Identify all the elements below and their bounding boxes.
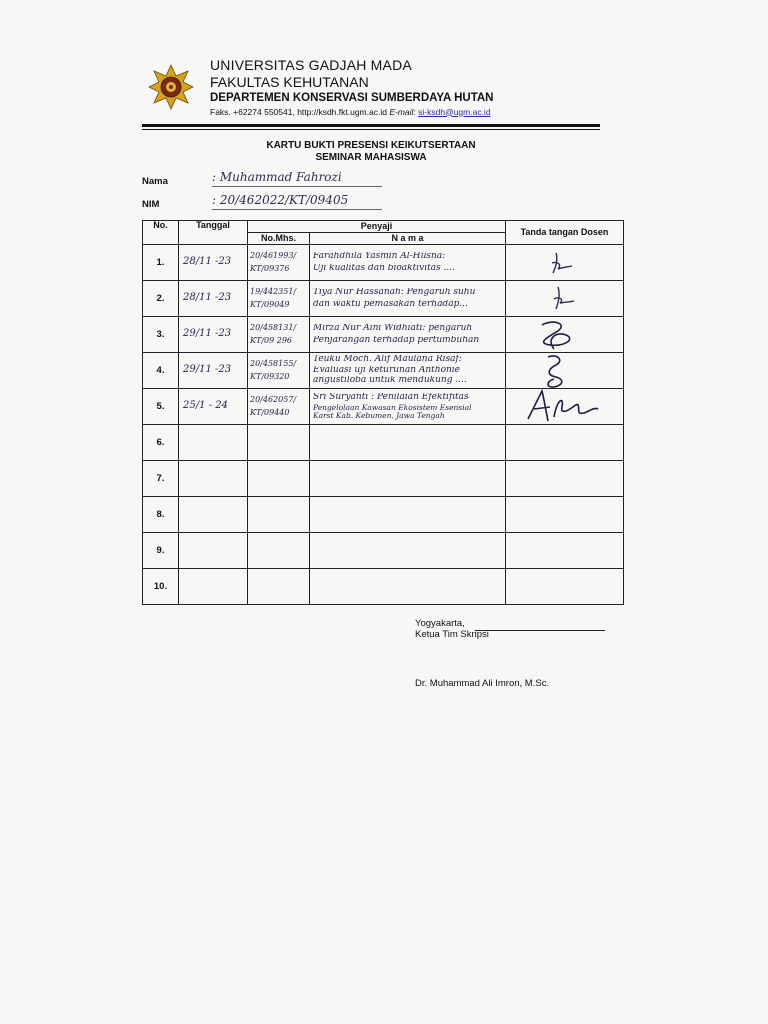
date-text: 29/11 -23: [183, 364, 232, 376]
row-number: 2.: [143, 281, 179, 317]
row-name: [310, 245, 506, 281]
row-number: 5.: [143, 389, 179, 425]
nim-line-2: KT/09440: [250, 407, 290, 417]
email-label: E-mail:: [389, 106, 419, 117]
name-line-1: Sri Suryanti : Penilaian Efektifitas: [313, 392, 469, 402]
nim-line-1: 20/462057/: [250, 395, 297, 405]
row-signature: [506, 497, 624, 533]
nim-line-1: 20/458155/: [250, 359, 297, 369]
row-number: 1.: [143, 245, 179, 281]
table-row: [143, 353, 624, 389]
name-line-2: Uji kualitas dan bioaktivitas ....: [313, 264, 455, 273]
row-signature: [506, 425, 624, 461]
table-row: [143, 245, 624, 281]
row-name: [310, 317, 506, 353]
row-nim: [248, 389, 310, 425]
email-link[interactable]: si-ksdh@ugm.ac.id: [418, 106, 491, 117]
contact-fax-url: Faks. +62274 550541, http://ksdh.fkt.ugm.ac.id: [210, 106, 390, 117]
row-date: [179, 461, 248, 497]
nim-line-1: 19/442351/: [250, 287, 297, 297]
row-number: 3.: [143, 317, 179, 353]
row-signature: [506, 245, 624, 281]
nim-label: NIM: [142, 199, 160, 210]
table-row: [143, 461, 624, 497]
name-line-2: dan waktu pemasakan terhadap...: [313, 300, 468, 309]
date-text: 29/11 -23: [183, 328, 232, 340]
nim-line-2: KT/09 296: [250, 335, 292, 345]
date-text: 25/1 - 24: [183, 400, 228, 412]
attendance-table: [142, 220, 624, 605]
footer-role: Ketua Tim Skripsi: [415, 629, 489, 640]
row-nim: [248, 425, 310, 461]
name-line-2: Evaluasi uji keturunan Anthonie: [313, 365, 460, 375]
row-nim: [248, 281, 310, 317]
nim-value: : 20/462022/KT/09405: [212, 193, 349, 207]
row-number: 4.: [143, 353, 179, 389]
footer-signatory: Dr. Muhammad Ali Imron, M.Sc.: [415, 678, 550, 689]
name-line-1: Farahdhila Yasmin Al-Husna:: [313, 251, 446, 261]
row-name: [310, 389, 506, 425]
date-text: 28/11 -23: [183, 256, 232, 268]
header-no-mhs: No.Mhs.: [248, 233, 310, 245]
nim-underline: [212, 209, 382, 210]
nim-line-1: 20/458131/: [250, 323, 297, 333]
row-name: [310, 353, 506, 389]
row-signature: [506, 353, 624, 389]
signature-mark: [506, 245, 624, 281]
row-date: [179, 425, 248, 461]
row-date: [179, 569, 248, 605]
row-number: 6.: [143, 425, 179, 461]
name-underline: [212, 186, 382, 187]
header-tanggal: Tanggal: [179, 221, 248, 245]
signature-mark: [506, 353, 624, 389]
table-row: [143, 497, 624, 533]
card-title: KARTU BUKTI PRESENSI KEIKUTSERTAAN: [266, 140, 476, 151]
row-number: 7.: [143, 461, 179, 497]
row-name: [310, 569, 506, 605]
table-row: [143, 425, 624, 461]
row-date: [179, 281, 248, 317]
row-nim: [248, 353, 310, 389]
table-row: [143, 281, 624, 317]
table-row: [143, 389, 624, 425]
row-nim: [248, 245, 310, 281]
contact-line: [210, 108, 494, 117]
signature-mark: [506, 317, 624, 353]
row-number: 9.: [143, 533, 179, 569]
nim-line-2: KT/09376: [250, 263, 290, 273]
row-signature: [506, 461, 624, 497]
date-line: [475, 630, 605, 631]
table-row: [143, 317, 624, 353]
nim-line-2: KT/09320: [250, 371, 290, 381]
row-signature: [506, 569, 624, 605]
row-signature: [506, 317, 624, 353]
ugm-logo: [148, 64, 194, 110]
row-nim: [248, 317, 310, 353]
name-line-2: Penjarangan terhadap pertumbuhan: [313, 336, 480, 345]
name-line-3: angustiloba untuk mendukung ....: [313, 376, 467, 386]
row-number: 10.: [143, 569, 179, 605]
row-signature: [506, 281, 624, 317]
department-name: DEPARTEMEN KONSERVASI SUMBERDAYA HUTAN: [210, 92, 494, 104]
row-name: [310, 533, 506, 569]
row-date: [179, 317, 248, 353]
header-tanda-tangan: Tanda tangan Dosen: [506, 221, 624, 245]
header-nama: N a m a: [310, 233, 506, 245]
row-name: [310, 461, 506, 497]
row-nim: [248, 533, 310, 569]
nim-line-1: 20/461993/: [250, 251, 297, 261]
row-name: [310, 497, 506, 533]
name-line-1: Tiya Nur Hassanah: Pengaruh suhu: [313, 287, 476, 297]
name-line-2: Pengelolaan Kawasan Ekosistem Esensial: [313, 404, 472, 413]
table-row: [143, 533, 624, 569]
row-nim: [248, 461, 310, 497]
faculty-name: FAKULTAS KEHUTANAN: [210, 74, 369, 90]
row-date: [179, 389, 248, 425]
row-nim: [248, 497, 310, 533]
card-subtitle: SEMINAR MAHASISWA: [315, 152, 427, 163]
row-number: 8.: [143, 497, 179, 533]
row-date: [179, 533, 248, 569]
signature-mark: [506, 389, 624, 425]
row-date: [179, 497, 248, 533]
name-label: Nama: [142, 176, 168, 187]
name-value: : Muhammad Fahrozi: [212, 170, 342, 184]
row-date: [179, 245, 248, 281]
row-signature: [506, 533, 624, 569]
table-row: [143, 569, 624, 605]
nim-line-2: KT/09049: [250, 299, 290, 309]
header-rule-thick: [142, 124, 600, 127]
signature-mark: [506, 281, 624, 317]
header-no: No.: [143, 221, 179, 245]
row-signature: [506, 389, 624, 425]
date-text: 28/11 -23: [183, 292, 232, 304]
header-rule-thin: [142, 129, 600, 130]
footer-city: Yogyakarta,: [415, 618, 465, 629]
row-name: [310, 281, 506, 317]
name-line-3: Karst Kab. Kebumen, Jawa Tengah: [313, 412, 445, 421]
name-line-1: Teuku Moch. Alif Maulana Risaf:: [313, 355, 462, 365]
header-penyaji: Penyaji: [248, 221, 506, 233]
row-name: [310, 425, 506, 461]
letterhead: [210, 58, 494, 116]
row-date: [179, 353, 248, 389]
university-name: UNIVERSITAS GADJAH MADA: [210, 57, 412, 73]
name-line-1: Mirza Nur Aini Widhiati: pengaruh: [313, 323, 473, 333]
row-nim: [248, 569, 310, 605]
